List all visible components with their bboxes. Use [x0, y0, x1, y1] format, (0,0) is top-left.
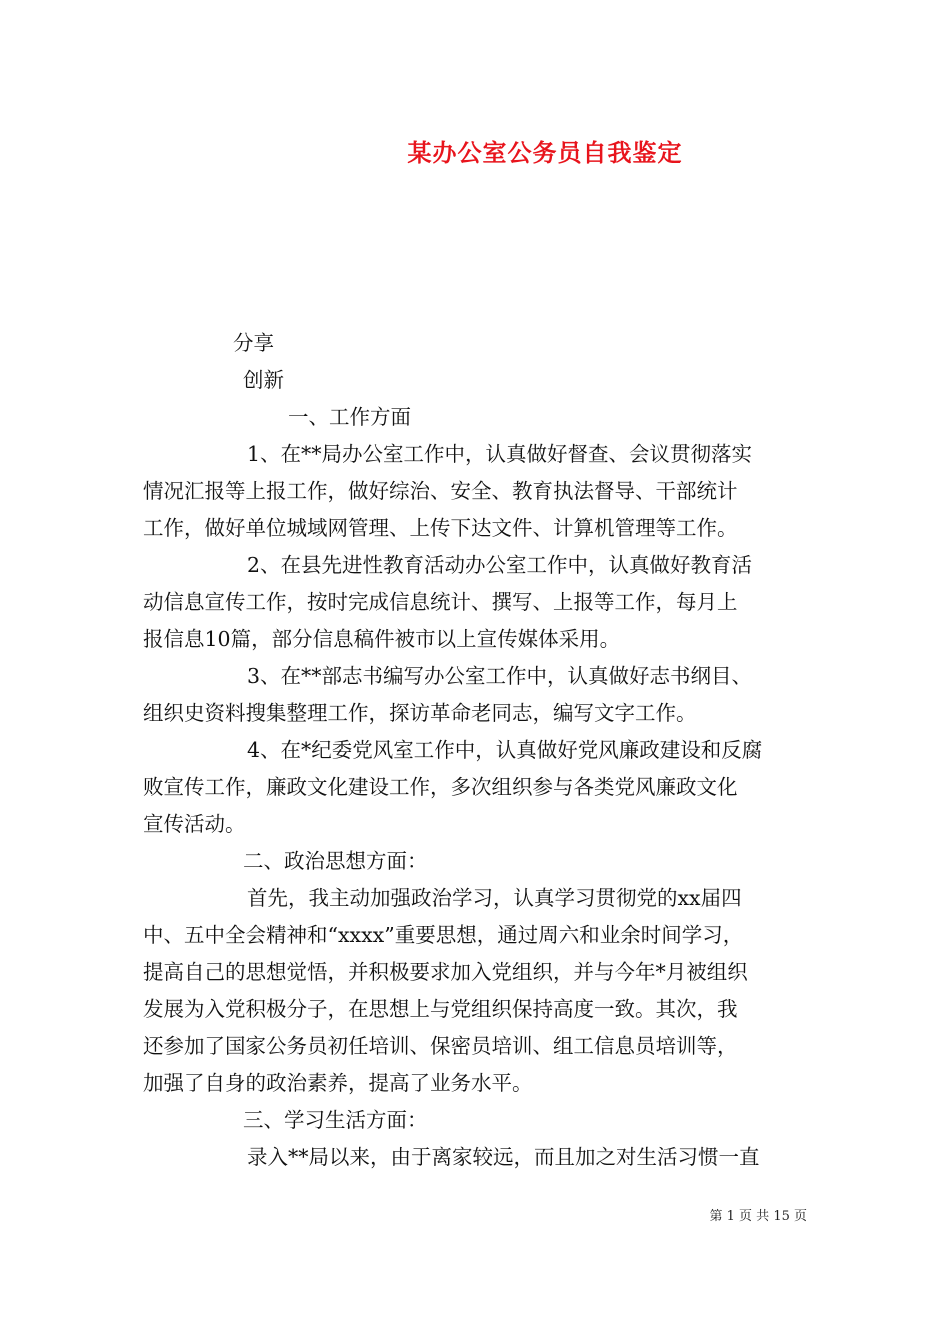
- paragraph-line: 提高自己的思想觉悟，并积极要求加入党组织，并与今年*月被组织: [143, 960, 748, 984]
- paragraph-1: [143, 436, 807, 547]
- share-label: 分享: [233, 331, 274, 355]
- paragraph-line: 3、在**部志书编写办公室工作中，认真做好志书纲目、: [247, 664, 753, 688]
- paragraph-line: 4、在*纪委党风室工作中，认真做好党风廉政建设和反腐: [247, 738, 763, 762]
- paragraph-line: 首先，我主动加强政治学习，认真学习贯彻党的xx届四: [247, 886, 742, 910]
- paragraph-line: 加强了自身的政治素养，提高了业务水平。: [143, 1071, 533, 1095]
- paragraph-line: 发展为入党积极分子，在思想上与党组织保持高度一致。其次，我: [143, 997, 738, 1021]
- paragraph-line: 1、在**局办公室工作中，认真做好督查、会议贯彻落实: [247, 442, 753, 466]
- paragraph-line: 宣传活动。: [143, 812, 246, 836]
- document-body: [143, 325, 807, 1176]
- document-title: 某办公室公务员自我鉴定: [407, 138, 683, 167]
- page-indicator: 第 1 页 共 15 页: [709, 1209, 807, 1224]
- paragraph-2: [143, 547, 807, 658]
- paragraph-line: 工作，做好单位城域网管理、上传下达文件、计算机管理等工作。: [143, 516, 738, 540]
- paragraph-3: [143, 658, 807, 732]
- section-heading-work: 一、工作方面: [288, 405, 411, 429]
- paragraph-line: 败宣传工作，廉政文化建设工作，多次组织参与各类党风廉政文化: [143, 775, 738, 799]
- paragraph-line: 还参加了国家公务员初任培训、保密员培训、组工信息员培训等，: [143, 1034, 738, 1058]
- paragraph-line: 录入**局以来，由于离家较远，而且加之对生活习惯一直: [247, 1145, 760, 1169]
- paragraph-line: 报信息10篇，部分信息稿件被市以上宣传媒体采用。: [143, 627, 621, 651]
- paragraph-line: 组织史资料搜集整理工作，探访革命老同志，编写文字工作。: [143, 701, 697, 725]
- innovate-label: 创新: [243, 368, 284, 392]
- section-heading-study-life: 三、学习生活方面：: [243, 1108, 428, 1132]
- paragraph-4: [143, 732, 807, 843]
- paragraph-line: 情况汇报等上报工作，做好综治、安全、教育执法督导、干部统计: [143, 479, 738, 503]
- paragraph-line: 动信息宣传工作，按时完成信息统计、撰写、上报等工作，每月上: [143, 590, 738, 614]
- paragraph-5: [143, 880, 807, 1102]
- paragraph-line: 中、五中全会精神和“xxxx”重要思想，通过周六和业余时间学习，: [143, 923, 744, 947]
- paragraph-6: [143, 1139, 807, 1176]
- section-heading-political: 二、政治思想方面：: [243, 849, 428, 873]
- paragraph-line: 2、在县先进性教育活动办公室工作中，认真做好教育活: [247, 553, 753, 577]
